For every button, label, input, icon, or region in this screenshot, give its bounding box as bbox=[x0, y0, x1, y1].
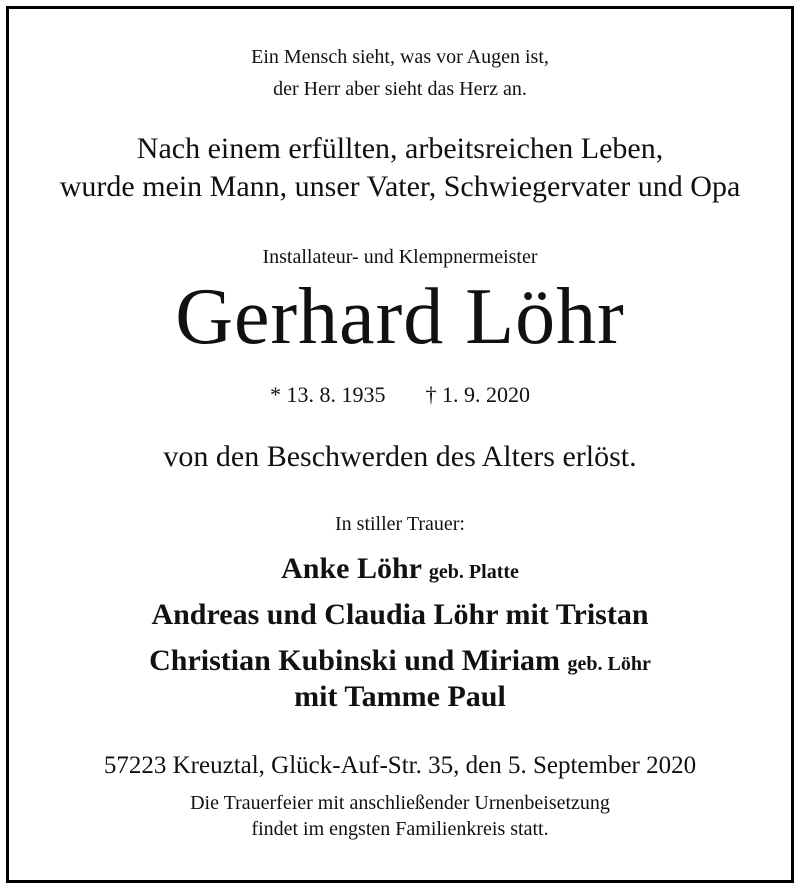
mourner-line-2: Andreas und Claudia Löhr mit Tristan bbox=[151, 598, 649, 631]
place-and-date: 57223 Kreuztal, Glück-Auf-Str. 35, den 5. September 2020 bbox=[103, 752, 697, 779]
mourner-name-3: Christian Kubinski und Miriam bbox=[149, 644, 561, 677]
funeral-notice-line-1: Die Trauerfeier mit anschließender Urnenbeisetzung bbox=[190, 792, 610, 814]
mourner-name-1: Anke Löhr bbox=[281, 552, 422, 585]
mourner-suffix-3: geb. Löhr bbox=[567, 653, 651, 675]
life-dates bbox=[0, 382, 800, 408]
funeral-notice-line-2: findet im engsten Familienkreis statt. bbox=[251, 818, 549, 840]
verse-line-1: Ein Mensch sieht, was vor Augen ist, bbox=[251, 46, 549, 68]
mourning-label: In stiller Trauer: bbox=[335, 513, 465, 535]
mourner-line-4: mit Tamme Paul bbox=[294, 680, 506, 713]
birth-date: * 13. 8. 1935 bbox=[270, 382, 386, 407]
deceased-name: Gerhard Löhr bbox=[175, 273, 625, 361]
relief-line: von den Beschwerden des Alters erlöst. bbox=[163, 440, 637, 473]
intro-line-1: Nach einem erfüllten, arbeitsreichen Leben, bbox=[136, 132, 664, 165]
mourner-line-3 bbox=[0, 644, 800, 678]
death-date: † 1. 9. 2020 bbox=[425, 382, 530, 407]
verse-line-2: der Herr aber sieht das Herz an. bbox=[273, 78, 527, 100]
mourner-suffix-1: geb. Platte bbox=[428, 561, 519, 583]
intro-line-2: wurde mein Mann, unser Vater, Schwiegervater und Opa bbox=[59, 170, 741, 203]
mourner-line-1 bbox=[0, 552, 800, 586]
deceased-profession: Installateur- und Klempnermeister bbox=[262, 246, 538, 268]
